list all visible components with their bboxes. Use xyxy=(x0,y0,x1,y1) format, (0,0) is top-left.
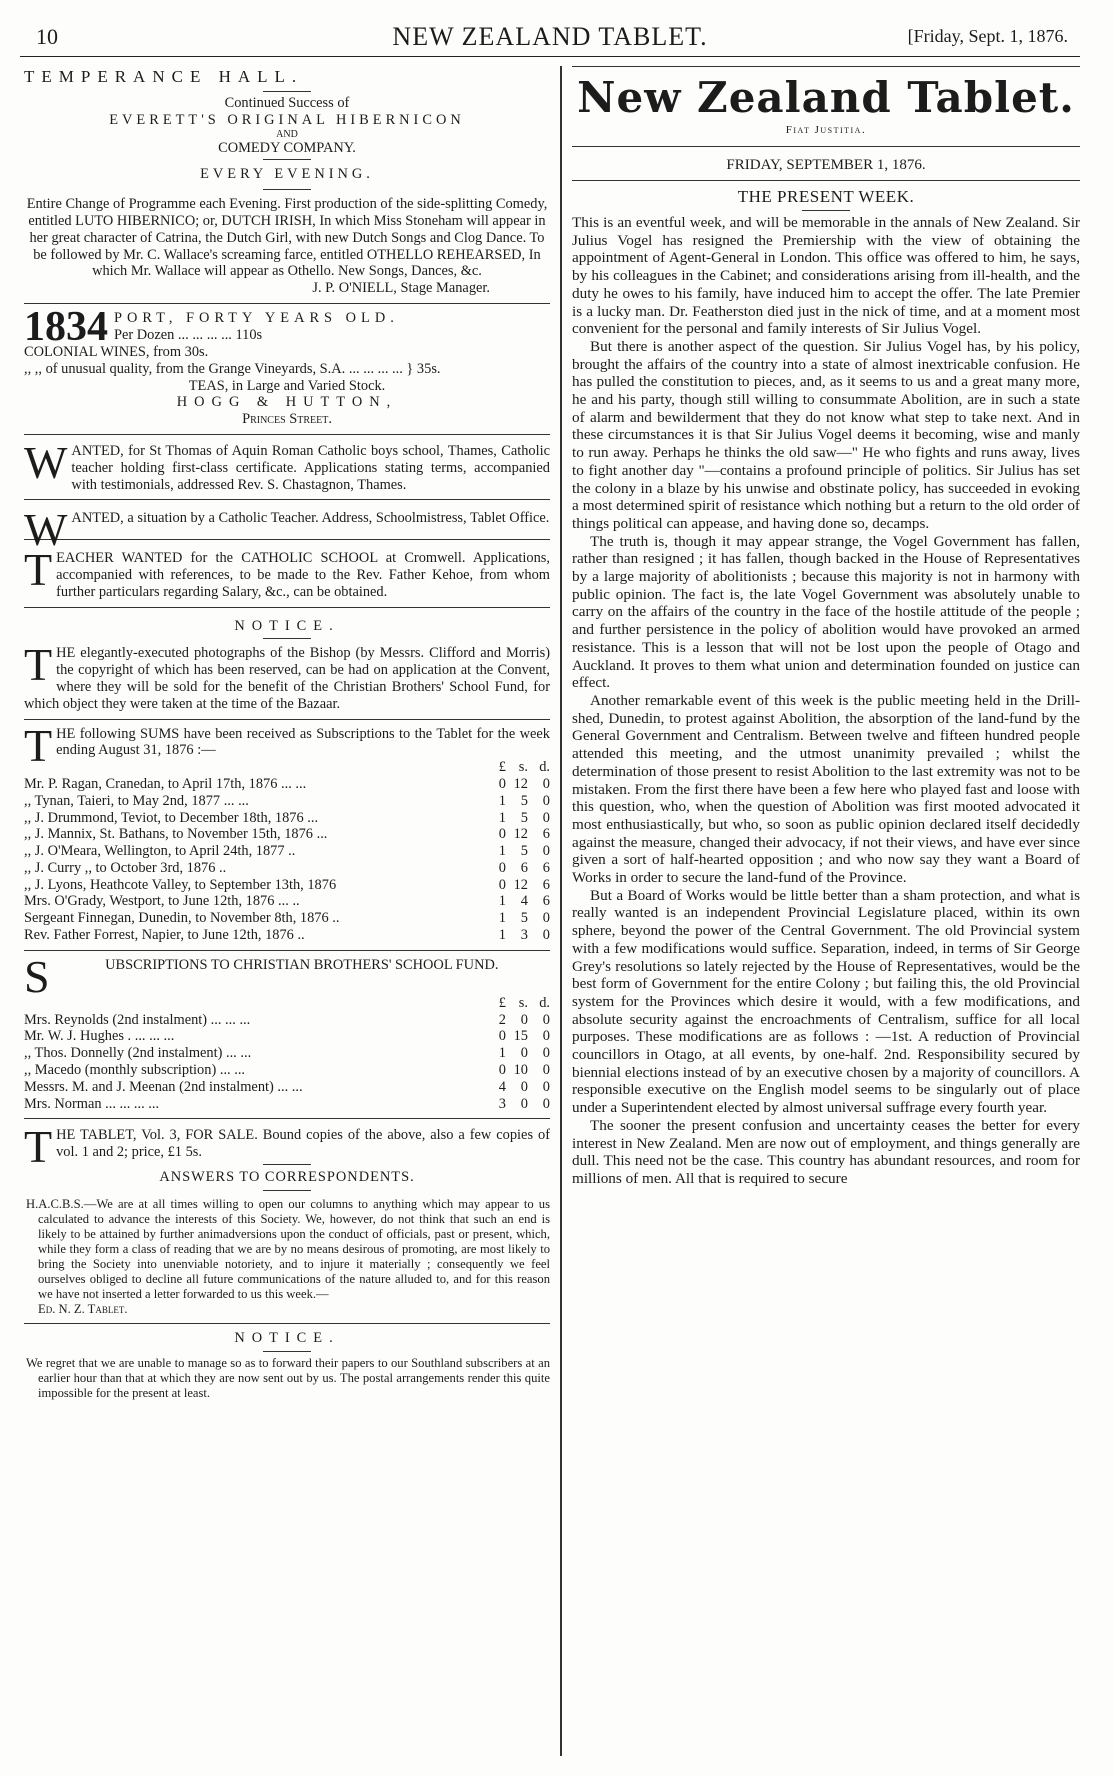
subscription-row xyxy=(24,843,550,860)
temperance-hall-ad xyxy=(24,66,550,297)
subscription-description: Mrs. O'Grady, Westport, to June 12th, 1876 ... .. xyxy=(24,893,300,910)
subscription-row xyxy=(24,910,550,927)
temperance-heading: TEMPERANCE HALL. xyxy=(24,67,304,86)
dateline: FRIDAY, SEPTEMBER 1, 1876. xyxy=(726,157,926,173)
page-header xyxy=(20,20,1080,57)
subscription-description: Sergeant Finnegan, Dunedin, to November 8th, 1876 .. xyxy=(24,910,340,927)
temperance-line-1: Continued Success of xyxy=(224,95,350,111)
fund-entry-amount: 0 15 0 xyxy=(498,1028,550,1045)
article-paragraph: But there is another aspect of the question. Sir Julius Vogel has, by his policy, brought the affairs of the country into a state of almost inextricable confusion. He has pulled the constitution to pieces, and, as it seems to us and a great many more, he and his party, though still willing to consummate Abolition, are in such a state of alarm and bewilderment that they do not know what step to take next. And in these circumstances it is that Sir Julius Vogel deems it becoming, wise and manly to run away. Perhaps he thinks the old saw—" He who fights and runs away, lives to fight another day "—contains a profound principle of politics. Sir Julius has set the colony in a blaze by his unwise and obstinate policy, has succeeded in evoking a most determined spirit of resistance which nothing but a return to the old order of things political can appease, and having done so, decamps. xyxy=(572,337,1080,532)
subscription-description: ,, J. Drummond, Teviot, to December 18th, 1876 ... xyxy=(24,809,319,826)
subscription-description: ,, Tynan, Taieri, to May 2nd, 1877 ... ... xyxy=(24,792,249,809)
subscription-description: Rev. Father Forrest, Napier, to June 12th, 1876 .. xyxy=(24,927,305,944)
subscription-amount: 0 6 6 xyxy=(498,859,550,876)
wanted-teacher-thames: WANTED, for St Thomas of Aquin Roman Catholic boys school, Thames, Catholic teacher holding first-class certificate. Applications stating terms, accompanied with testimonials, addressed Rev. S. Chastagnon, Thames. xyxy=(24,436,550,493)
subscription-amount: 1 5 0 xyxy=(498,910,550,927)
fund-entry-row xyxy=(24,1079,550,1096)
subscription-row xyxy=(24,893,550,910)
fund-entry-amount: 4 0 0 xyxy=(498,1078,550,1095)
issue-date: [Friday, Sept. 1, 1876. xyxy=(907,26,1068,46)
subscription-amount: 0 12 6 xyxy=(498,876,550,893)
fund-entry-row xyxy=(24,1096,550,1113)
subscription-row xyxy=(24,793,550,810)
subscription-description: ,, J. Curry ,, to October 3rd, 1876 .. xyxy=(24,859,227,876)
column-rule xyxy=(560,66,562,1756)
subscription-row xyxy=(24,860,550,877)
article-paragraph: But a Board of Works would be little better than a sham protection, and what is really wanted is an independent Provincial Legislature placed, within its own sphere, beyond the power of the Central Government. The old Provincial system with a few modifications would suffice. Separation, indeed, in terms of Sir George Grey's resolutions so lately rejected by the House of Representatives, would be the best form of Government for the entire Colony ; but failing this, the old Provincial system for the Provinces which desire it would, with a few modifications, and absolute security against the encroachments of Centralism, suffice for all local purposes. These modifications are as follows : —1st. A reduction of Provincial councillors in Otago, at all events, by one-half. 2nd. Responsibility secured by biennial elections instead of by an executive chosen by a majority of councillors. A responsible executive on the English model seems to be singularly out of place under a Superintendent elected by almost universal suffrage every fourth year. xyxy=(572,886,1080,1117)
temperance-body: Entire Change of Programme each Evening. First production of the side-splitting Comedy, entitled LUTO HIBERNICO; or, DUTCH IRISH, In which Miss Stoneham will appear in her great character of Catrina, the Dutch Girl, with new Dutch Songs and Clog Dance. To be followed by Mr. C. Wallace's screaming farce, entitled OTHELLO REHEARSED, In which Mr. Wallace will appear as Othello. New Songs, Dances, &c. xyxy=(26,196,548,280)
subscription-row xyxy=(24,810,550,827)
notice-photographs: THE elegantly-executed photographs of the Bishop (by Messrs. Clifford and Morris) the copyright of which has been reserved, can be had on application at the Convent, where they will be sold for the benefit of the Christian Brothers' School Fund, for which object they were taken at the time of the Bazaar. xyxy=(24,639,550,712)
subscription-amount: 1 5 0 xyxy=(498,809,550,826)
fund-entry-row xyxy=(24,1045,550,1062)
subscriptions-tablet xyxy=(24,719,550,944)
article-paragraph: The truth is, though it may appear strange, the Vogel Government has fallen, rather than resigned ; it has fallen, though backed in the House of Representatives by a large majority of abolitionists ; because this majority is not in harmony with public opinion. The fact is, the late Vogel Government was absolutely unable to carry on the affairs of the country in the face of the hostile attitude of the people ; and further persistence in the policy of abolition would have provoked an armed resistance. This is a lesson that will not be lost upon the people of Otago and Auckland. It proves to them what union and determination founded on justice can effect. xyxy=(572,532,1080,692)
fund-entry-amount: 2 0 0 xyxy=(498,1011,550,1028)
temperance-line-5: EVERY EVENING. xyxy=(200,166,374,183)
fund-entry-description: Messrs. M. and J. Meenan (2nd instalment) ... ... xyxy=(24,1078,303,1095)
notice2-heading: NOTICE. xyxy=(234,1329,340,1346)
port-line-4: ,, ,, of unusual quality, from the Grange Vineyards, S.A. ... ... ... ... } 35s. xyxy=(24,360,441,377)
subscription-amount: 0 12 6 xyxy=(498,826,550,843)
port-line-2: Per Dozen ... ... ... ... 110s xyxy=(114,326,263,343)
port-line-7: Princes Street. xyxy=(242,411,332,428)
answers-signature: Ed. N. Z. Tablet. xyxy=(38,1301,128,1316)
subscription-amount: 1 5 0 xyxy=(498,843,550,860)
temperance-line-4: COMEDY COMPANY. xyxy=(218,139,356,156)
fund-entry-row xyxy=(24,1012,550,1029)
fund-entry-description: Mrs. Norman ... ... ... ... xyxy=(24,1095,160,1112)
subscription-list xyxy=(24,776,550,944)
fund-entry-row xyxy=(24,1062,550,1079)
subscription-row xyxy=(24,877,550,894)
article-paragraph: The sooner the present confusion and uncertainty ceases the better for every interest in New Zealand. Men are now out of employment, and things generally are dull. This need not be the case. This country has abundant resources, and room for millions of men. All that is required to secure xyxy=(572,1116,1080,1187)
left-column xyxy=(24,66,550,1756)
subscription-row xyxy=(24,826,550,843)
newspaper-title: NEW ZEALAND TABLET. xyxy=(392,22,708,51)
answers-heading: ANSWERS TO CORRESPONDENTS. xyxy=(159,1169,415,1186)
port-year: 1834 xyxy=(24,303,108,350)
article-title: THE PRESENT WEEK. xyxy=(737,187,915,206)
subscription-row xyxy=(24,776,550,793)
christian-brothers-fund xyxy=(24,950,550,1113)
temperance-signature: J. P. O'NIELL, Stage Manager. xyxy=(312,280,490,297)
editorial-article xyxy=(572,214,1080,1188)
notice-southland: We regret that we are unable to manage so as to forward their papers to our Southland subscribers at an earlier hour than that at which they are now sent out by us. The postal arrangements render this quite impossible for the present at least. xyxy=(26,1355,550,1400)
answers-body: H.A.C.B.S.—We are at all times willing to open our columns to anything which may appear to us calculated to advance the interests of this Society. We, however, do not think that such an end is likely to be attained by further animadversions upon the conduct of officials, past or present, which, while they form a class of reading that we are by no means desirous of promoting, are most likely to bring the Society into unenviable notoriety, and to injure it materially ; consequently we feel ourselves obliged to decline all future communications of the nature alluded to, and for this reason we have not inserted a letter forwarded to us this week.— xyxy=(26,1196,550,1301)
port-line-1: PORT, FORTY YEARS OLD. xyxy=(114,309,399,326)
subscription-row xyxy=(24,927,550,944)
subscription-amount: 1 4 6 xyxy=(498,893,550,910)
subscription-amount: 0 12 0 xyxy=(498,775,550,792)
fund-entry-amount: 0 10 0 xyxy=(498,1062,550,1079)
subscription-amount: 1 3 0 xyxy=(498,927,550,944)
subscription-description: ,, J. Mannix, St. Bathans, to November 15th, 1876 ... xyxy=(24,826,328,843)
fund-list xyxy=(24,1012,550,1113)
temperance-line-2: EVERETT'S ORIGINAL HIBERNICON xyxy=(109,111,465,128)
port-line-3: COLONIAL WINES, from 30s. xyxy=(24,343,209,360)
fund-entry-description: Mr. W. J. Hughes . ... ... ... xyxy=(24,1028,175,1045)
port-wine-ad xyxy=(24,303,550,428)
christian-brothers-heading: SUBSCRIPTIONS TO CHRISTIAN BROTHERS' SCHOOL FUND. xyxy=(24,950,499,1002)
port-line-6: HOGG & HUTTON, xyxy=(176,394,398,411)
port-line-5: TEAS, in Large and Varied Stock. xyxy=(188,377,386,394)
currency-header: £ s. d. xyxy=(498,994,550,1011)
currency-header: £ s. d. xyxy=(498,759,550,776)
newspaper-page xyxy=(20,14,1080,1764)
wanted-situation: WANTED, a situation by a Catholic Teacher. Address, Schoolmistress, Tablet Office. xyxy=(24,504,550,556)
subscription-description: ,, J. Lyons, Heathcote Valley, to September 13th, 1876 xyxy=(24,876,337,893)
teacher-wanted-cromwell: TEACHER WANTED for the CATHOLIC SCHOOL at Cromwell. Applications, accompanied with references, to be made to the Rev. Father Kehoe, from whom further particulars regarding Salary, &c., can be obtained. xyxy=(24,544,550,600)
page-number: 10 xyxy=(36,24,58,49)
fund-entry-description: ,, Thos. Donnelly (2nd instalment) ... ... xyxy=(24,1045,252,1062)
temperance-line-3: AND xyxy=(276,128,298,140)
subscription-description: ,, J. O'Meara, Wellington, to April 24th, 1877 .. xyxy=(24,843,296,860)
subscription-amount: 1 5 0 xyxy=(498,792,550,809)
article-paragraph: This is an eventful week, and will be memorable in the annals of New Zealand. Sir Julius Vogel has resigned the Premiership with the view of obtaining the appointment of Agent-General in London. This office was offered to him, he says, by his colleagues in the Cabinet; and considerations arising from ill-health, and the duty he owes to his family, have induced him to accept the offer. The late Premier is a lucky man. Dr. Featherston died just in the nick of time, and at a moment most convenient for the personal and family interests of Sir Julius Vogel. xyxy=(572,214,1080,338)
tablet-for-sale: THE TABLET, Vol. 3, FOR SALE. Bound copies of the above, also a few copies of vol. 1 and 2; price, £1 5s. xyxy=(24,1121,550,1173)
subscriptions-intro: THE following SUMS have been received as Subscriptions to the Tablet for the week ending August 31, 1876 :— xyxy=(24,719,550,771)
fund-entry-description: ,, Macedo (monthly subscription) ... ... xyxy=(24,1062,246,1079)
subscription-description: Mr. P. Ragan, Cranedan, to April 17th, 1876 ... ... xyxy=(24,775,307,792)
notice-heading: NOTICE. xyxy=(234,617,340,634)
right-column xyxy=(572,66,1080,1756)
masthead: New Zealand Tablet. xyxy=(577,73,1075,122)
article-paragraph: Another remarkable event of this week is the public meeting held in the Drill-shed, Dunedin, to protest against Abolition, the absorption of the land-fund by the General Government and Centralism. Between twelve and fifteen hundred people attended this meeting, and the utmost unanimity prevailed ; whilst the determination of those present to resist Abolition to the last extremity was not to be mistaken. From the first there have been a few here who played fast and loose with this question, who, when the question of Abolition was first mooted advocated it most enthusiastically, but who, so soon as public opinion declared itself decidedly against the measure, changed their advocacy, if not their views, and have ever since given a sort of half-hearted opposition ; and who now say they want a Board of Works in order to secure the land-fund of the Province. xyxy=(572,691,1080,887)
fund-entry-amount: 3 0 0 xyxy=(498,1095,550,1112)
motto: Fiat Justitia. xyxy=(785,124,867,136)
fund-entry-row xyxy=(24,1028,550,1045)
fund-entry-amount: 1 0 0 xyxy=(498,1045,550,1062)
fund-entry-description: Mrs. Reynolds (2nd instalment) ... ... ... xyxy=(24,1011,251,1028)
